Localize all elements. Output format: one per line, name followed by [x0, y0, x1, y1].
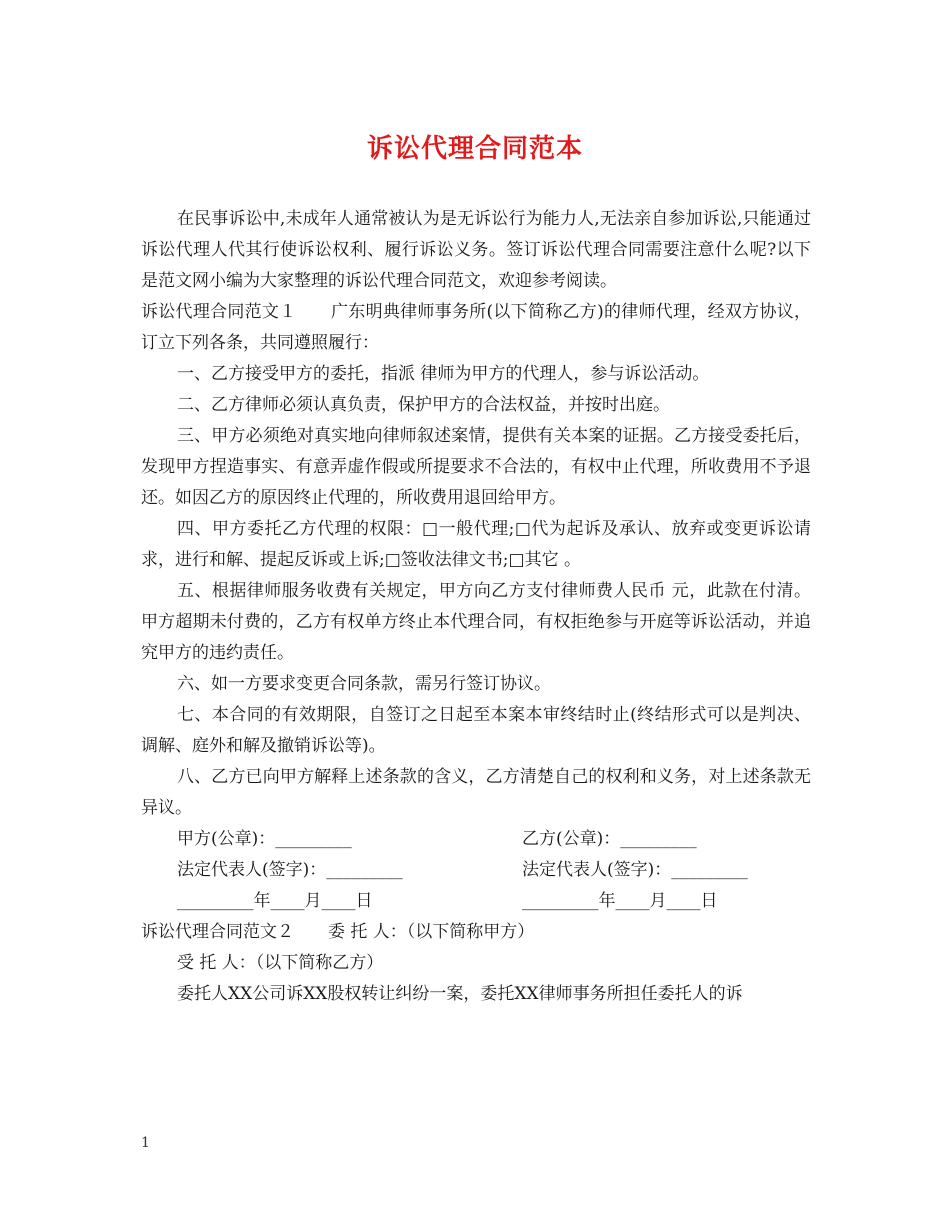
sample2-heading: 诉讼代理合同范文２ 委 托 人：（以下简称甲方） [141, 922, 535, 942]
sample2-body: 委托人XX公司诉XX股权转让纠纷一案，委托XX律师事务所担任委托人的诉 [177, 984, 743, 1004]
sample1-heading-paragraph: 诉讼代理合同范文１ 广东明典律师事务所(以下简称乙方)的律师代理，经双方协议，订立下列各条，共同遵照履行： [141, 302, 811, 353]
party-a-seal: 甲方(公章)：_________ [177, 829, 352, 849]
document-title: 诉讼代理合同范本 [366, 134, 583, 164]
signature-row-representative [141, 855, 811, 886]
clause-4: 四、甲方委托乙方代理的权限：□一般代理;□代为起诉及承认、放弃或变更诉讼请求，进行和解、提起反诉或上诉;□签收法律文书;□其它 。 [141, 519, 811, 570]
clause-3: 三、甲方必须绝对真实地向律师叙述案情，提供有关本案的证据。乙方接受委托后，发现甲方捏造事实、有意弄虚作假或所提要求不合法的，有权中止代理，所收费用不予退还。如因乙方的原因终止代理的，所收费用退回给甲方。 [141, 426, 811, 508]
party-a-representative: 法定代表人(签字)：_________ [177, 860, 403, 880]
party-b-seal: 乙方(公章)：_________ [522, 829, 697, 849]
party-b-representative: 法定代表人(签字)：_________ [522, 860, 748, 880]
sample2-trustee: 受 托 人：（以下简称乙方） [177, 953, 384, 973]
clause-7: 七、本合同的有效期限，自签订之日起至本案本审终结时止(终结形式可以是判决、调解、庭外和解及撤销诉讼等)。 [141, 705, 811, 756]
clause-5: 五、根据律师服务收费有关规定，甲方向乙方支付律师费人民币 元，此款在付清。甲方超期未付费的，乙方有权单方终止本代理合同，有权拒绝参与开庭等诉讼活动，并追究甲方的违约责任。 [141, 581, 811, 663]
signature-row-date [141, 886, 811, 917]
page-number: 1 [141, 1135, 150, 1151]
document-body [141, 204, 811, 1010]
clause-8: 八、乙方已向甲方解释上述条款的含义，乙方清楚自己的权利和义务，对上述条款无异议。 [141, 767, 811, 818]
clause-1: 一、乙方接受甲方的委托，指派 律师为甲方的代理人，参与诉讼活动。 [177, 364, 710, 384]
clause-6: 六、如一方要求变更合同条款，需另行签订协议。 [177, 674, 551, 694]
clause-2: 二、乙方律师必须认真负责，保护甲方的合法权益，并按时出庭。 [177, 395, 670, 415]
signature-row-seal [141, 824, 811, 855]
party-a-date: _________年____月____日 [177, 891, 373, 911]
party-b-date: _________年____月____日 [522, 891, 718, 911]
intro-paragraph: 在民事诉讼中,未成年人通常被认为是无诉讼行为能力人,无法亲自参加诉讼,只能通过诉讼代理人代其行使诉讼权利、履行诉讼义务。签订诉讼代理合同需要注意什么呢?以下是范文网小编为大家整理的诉讼代理合同范文，欢迎参考阅读。 [141, 209, 811, 291]
